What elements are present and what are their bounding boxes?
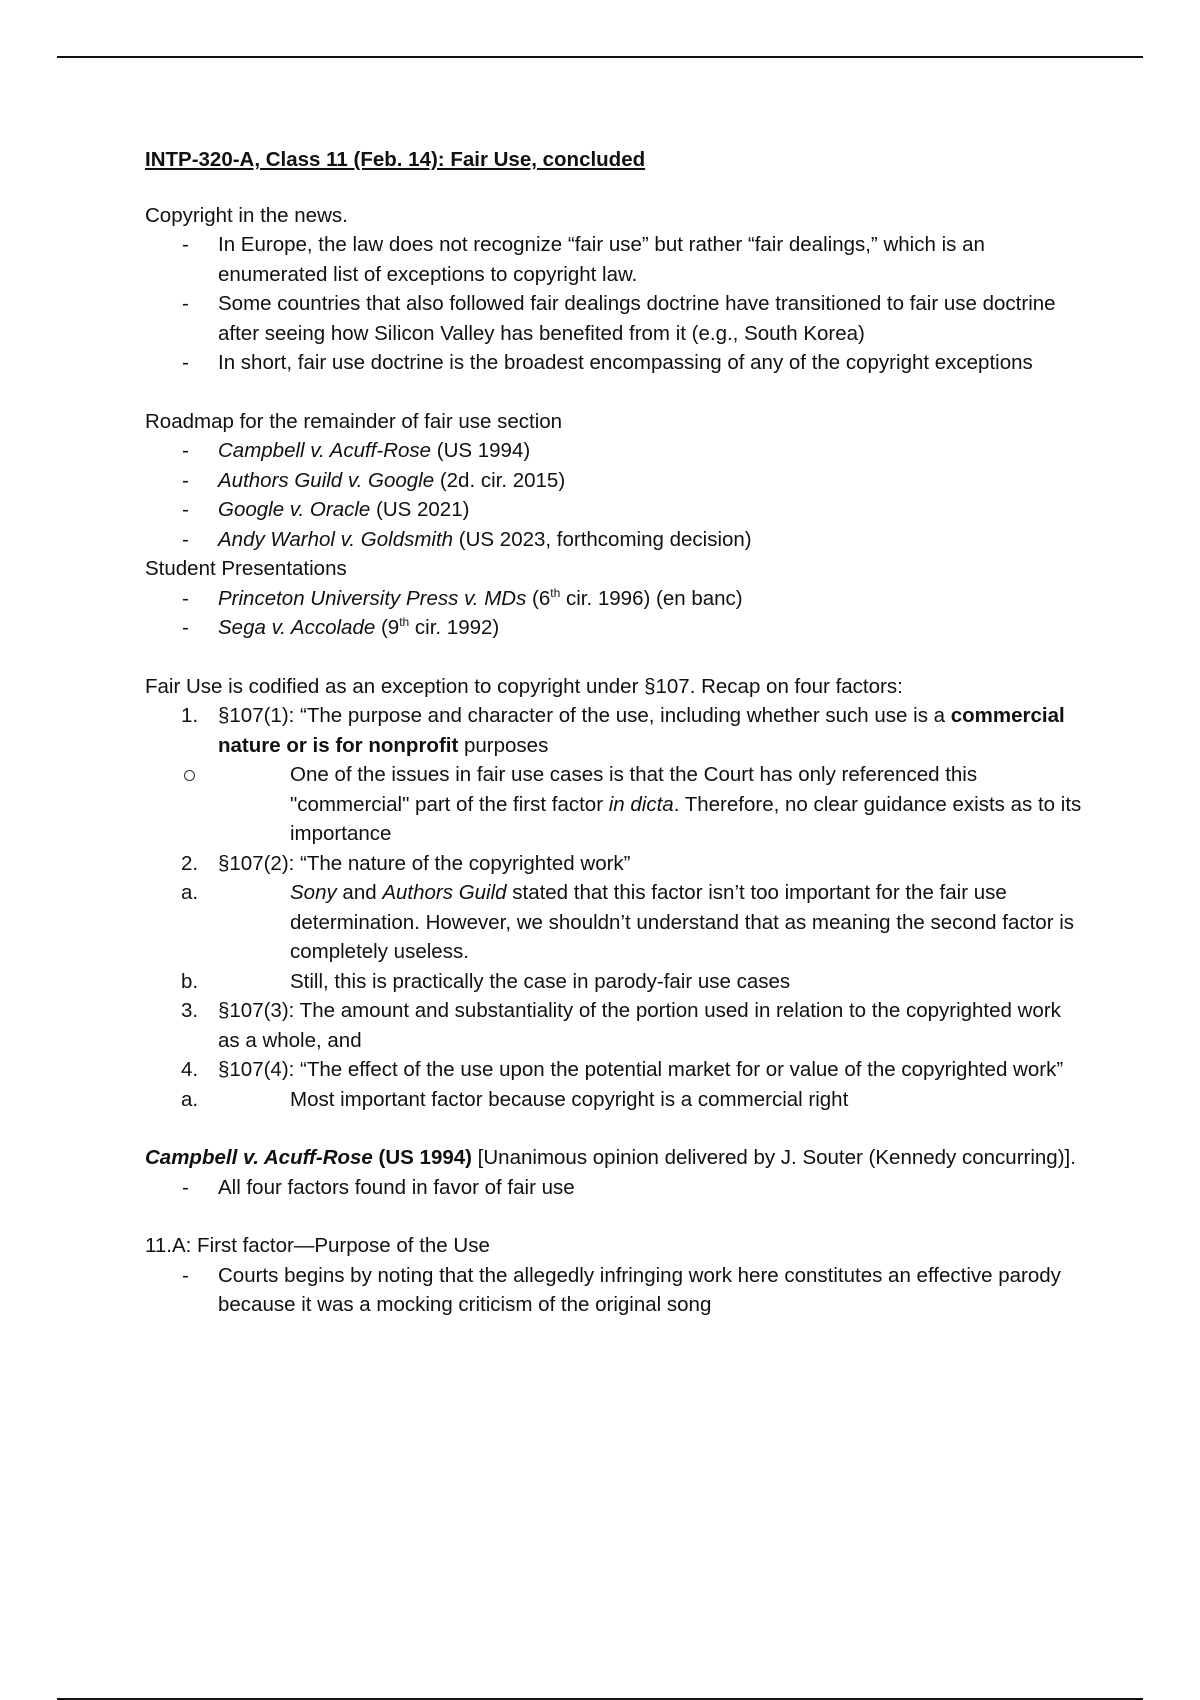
list-item: - Sega v. Accolade (9th cir. 1992)	[145, 613, 1085, 643]
list-number: 3.	[181, 999, 199, 1022]
factor-sublist	[145, 878, 1085, 996]
list-item: - In Europe, the law does not recognize “fair use” but rather “fair dealings,” which is an enumerated list of exceptions to copyright law.	[145, 230, 1085, 289]
dash-bullet: -	[182, 351, 189, 374]
presentations-heading: Student Presentations	[145, 557, 347, 580]
dash-bullet: -	[182, 586, 189, 610]
campbell-section	[145, 1143, 1085, 1202]
dash-bullet: -	[182, 233, 189, 256]
document-title: INTP-320-A, Class 11 (Feb. 14): Fair Use, concluded	[145, 148, 646, 171]
factor-item: 1. §107(1): “The purpose and character of the use, including whether such use is a commercial nature or is for nonprofit purposes	[145, 701, 1085, 760]
list-number: 4.	[181, 1058, 199, 1081]
dash-bullet: -	[182, 292, 189, 315]
first-factor-list	[145, 1261, 1085, 1320]
list-item: - In short, fair use doctrine is the broadest encompassing of any of the copyright exceptions	[145, 348, 1085, 378]
list-item: a. Most important factor because copyright is a commercial right	[145, 1085, 1085, 1115]
list-item: - Some countries that also followed fair dealings doctrine have transitioned to fair use doctrine after seeing how Silicon Valley has benefited from it (e.g., South Korea)	[145, 289, 1085, 348]
list-item: One of the issues in fair use cases is that the Court has only referenced this "commercial" part of the first factor in dicta. Therefore, no clear guidance exists as to its importance	[145, 760, 1085, 849]
list-item: - Google v. Oracle (US 2021)	[145, 495, 1085, 525]
list-item: a. Sony and Authors Guild stated that this factor isn’t too important for the fair use determination. However, we shouldn’t understand that as meaning the second factor is completely useless.	[145, 878, 1085, 967]
factor-sublist	[145, 760, 1085, 849]
factor-sublist	[145, 1085, 1085, 1115]
roadmap-list	[145, 436, 1085, 554]
list-item: - Andy Warhol v. Goldsmith (US 2023, forthcoming decision)	[145, 525, 1085, 555]
list-item: - Courts begins by noting that the allegedly infringing work here constitutes an effective parody because it was a mocking criticism of the original song	[145, 1261, 1085, 1320]
factor-item: 3. §107(3): The amount and substantiality of the portion used in relation to the copyrighted work as a whole, and	[145, 996, 1085, 1055]
news-heading: Copyright in the news.	[145, 203, 348, 227]
first-factor-heading: 11.A: First factor—Purpose of the Use	[145, 1234, 490, 1257]
list-item: - Princeton University Press v. MDs (6th cir. 1996) (en banc)	[145, 584, 1085, 614]
list-item: - All four factors found in favor of fair use	[145, 1173, 1085, 1203]
factors-list	[145, 701, 1085, 1114]
presentations-list	[145, 584, 1085, 643]
campbell-heading: Campbell v. Acuff-Rose (US 1994) [Unanimous opinion delivered by J. Souter (Kennedy concurring)].	[145, 1146, 1076, 1169]
list-number: 1.	[181, 704, 199, 727]
list-letter: a.	[181, 881, 199, 904]
roadmap-heading: Roadmap for the remainder of fair use section	[145, 409, 563, 433]
dash-bullet: -	[182, 468, 189, 492]
dash-bullet: -	[182, 1263, 189, 1287]
first-factor-section	[145, 1231, 1085, 1320]
dash-bullet: -	[182, 498, 189, 521]
factor-item: 2. §107(2): “The nature of the copyrighted work”	[145, 849, 1085, 879]
list-letter: b.	[181, 969, 199, 993]
campbell-list	[145, 1173, 1085, 1203]
dash-bullet: -	[182, 616, 189, 639]
factors-section	[145, 672, 1085, 1115]
dash-bullet: -	[182, 1175, 189, 1199]
roadmap-section	[145, 407, 1085, 555]
list-item: - Authors Guild v. Google (2d. cir. 2015)	[145, 466, 1085, 496]
dash-bullet: -	[182, 439, 189, 462]
header-rule	[57, 56, 1143, 58]
list-number: 2.	[181, 851, 199, 875]
circle-bullet-icon	[181, 760, 211, 790]
factor-item: 4. §107(4): “The effect of the use upon the potential market for or value of the copyrighted work”	[145, 1055, 1085, 1085]
factors-heading: Fair Use is codified as an exception to copyright under §107. Recap on four factors:	[145, 674, 903, 698]
list-letter: a.	[181, 1087, 199, 1111]
dash-bullet: -	[182, 527, 189, 551]
document-page	[145, 145, 1085, 1349]
presentations-section	[145, 554, 1085, 643]
news-section	[145, 201, 1085, 378]
news-list	[145, 230, 1085, 378]
list-item: b. Still, this is practically the case in parody-fair use cases	[145, 967, 1085, 997]
list-item: - Campbell v. Acuff-Rose (US 1994)	[145, 436, 1085, 466]
